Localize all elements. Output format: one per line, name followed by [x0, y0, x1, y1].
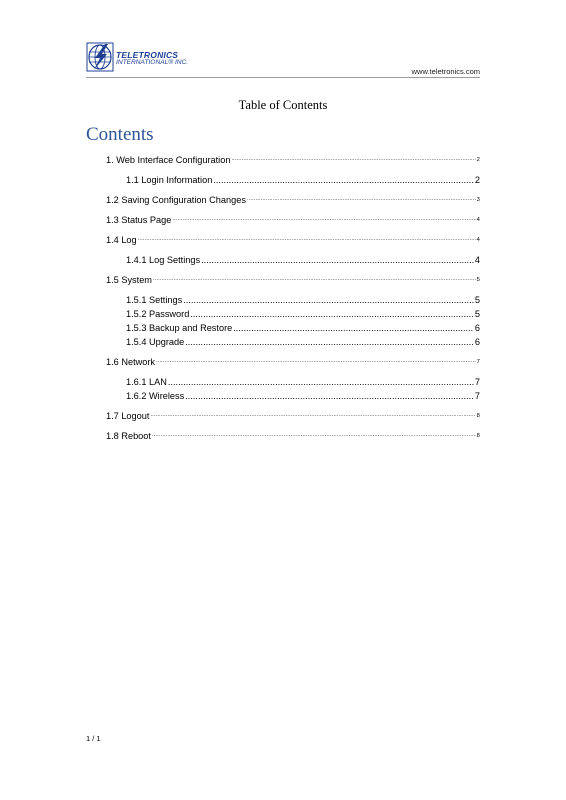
toc-dot-leader: [247, 193, 476, 205]
toc-dot-leader: [172, 213, 475, 225]
toc-entry-page-number: 5: [474, 309, 480, 319]
header-divider: [86, 77, 480, 78]
toc-entry-label: 1.5 System: [106, 275, 152, 285]
contents-heading: Contents: [86, 124, 154, 145]
toc-dot-leader: [152, 429, 476, 441]
toc-entry-page-number: 4: [474, 255, 480, 265]
toc-entry[interactable]: [126, 322, 480, 334]
toc-dot-leader: [138, 233, 476, 245]
teletronics-logo: [86, 42, 206, 74]
header-website: www.teletronics.com: [411, 67, 480, 76]
toc-entry-label: 1.6.1 LAN: [126, 377, 167, 387]
toc-entry-page-number: 7: [474, 377, 480, 387]
toc-dot-leader: [183, 294, 474, 306]
toc-entry[interactable]: [126, 390, 480, 402]
toc-entry[interactable]: [106, 234, 480, 246]
toc-dot-leader: [150, 409, 475, 421]
toc-entry[interactable]: [106, 430, 480, 442]
toc-entry-label: 1.2 Saving Configuration Changes: [106, 195, 246, 205]
toc-entry-page-number: 5: [474, 295, 480, 305]
toc-entry-label: 1.6 Network: [106, 357, 156, 367]
toc-dot-leader: [185, 336, 474, 348]
toc-dot-leader: [156, 355, 476, 367]
toc-entry-label: 1.1 Login Information: [126, 175, 213, 185]
toc-entry-label: 1. Web Interface Configuration: [106, 155, 231, 165]
toc-entry-label: 1.5.4 Upgrade: [126, 337, 185, 347]
toc-entry[interactable]: [106, 214, 480, 226]
toc-dot-leader: [231, 153, 475, 165]
toc-entry-label: 1.4.1 Log Settings: [126, 255, 201, 265]
document-title: Table of Contents: [238, 98, 328, 112]
toc-dot-leader: [201, 254, 474, 266]
toc-entry-page-number: 2: [476, 157, 480, 163]
toc-entry[interactable]: [126, 174, 480, 186]
toc-entry[interactable]: [106, 154, 480, 166]
toc-entry[interactable]: [126, 294, 480, 306]
toc-entry-page-number: 6: [474, 323, 480, 333]
toc-entry-page-number: 7: [474, 391, 480, 401]
toc-entry-label: 1.4 Log: [106, 235, 137, 245]
toc-entry[interactable]: [126, 308, 480, 320]
toc-entry-page-number: 4: [476, 217, 480, 223]
toc-entry-page-number: 6: [474, 337, 480, 347]
toc-entry-page-number: 8: [476, 433, 480, 439]
toc-dot-leader: [213, 174, 474, 186]
page-indicator: 1 / 1: [86, 734, 101, 743]
toc-entry-label: 1.6.2 Wireless: [126, 391, 185, 401]
toc-entry-label: 1.3 Status Page: [106, 215, 172, 225]
toc-entry-page-number: 8: [476, 413, 480, 419]
toc-entry-label: 1.7 Logout: [106, 411, 150, 421]
toc-entry[interactable]: [106, 194, 480, 206]
logo-company-name: TELETRONICS: [116, 50, 179, 60]
toc-dot-leader: [185, 390, 474, 402]
toc-entry[interactable]: [126, 336, 480, 348]
toc-dot-leader: [233, 322, 474, 334]
toc-entry-label: 1.5.1 Settings: [126, 295, 183, 305]
toc-entry[interactable]: [126, 376, 480, 388]
toc-dot-leader: [190, 308, 474, 320]
globe-lightning-icon: [86, 42, 114, 72]
toc-entry-page-number: 2: [474, 175, 480, 185]
toc-entry[interactable]: [126, 254, 480, 266]
toc-entry[interactable]: [106, 410, 480, 422]
toc-dot-leader: [168, 376, 474, 388]
toc-entry-page-number: 4: [476, 237, 480, 243]
toc-entry-page-number: 7: [476, 359, 480, 365]
toc-entry-page-number: 3: [476, 197, 480, 203]
toc-dot-leader: [153, 273, 476, 285]
toc-entry[interactable]: [106, 356, 480, 368]
toc-entry[interactable]: [106, 274, 480, 286]
toc-entry-label: 1.5.2 Password: [126, 309, 190, 319]
logo-company-suffix: INTERNATIONAL® INC.: [116, 59, 189, 66]
toc-entry-label: 1.5.3 Backup and Restore: [126, 323, 233, 333]
toc-entry-label: 1.8 Reboot: [106, 431, 151, 441]
toc-entry-page-number: 5: [476, 277, 480, 283]
